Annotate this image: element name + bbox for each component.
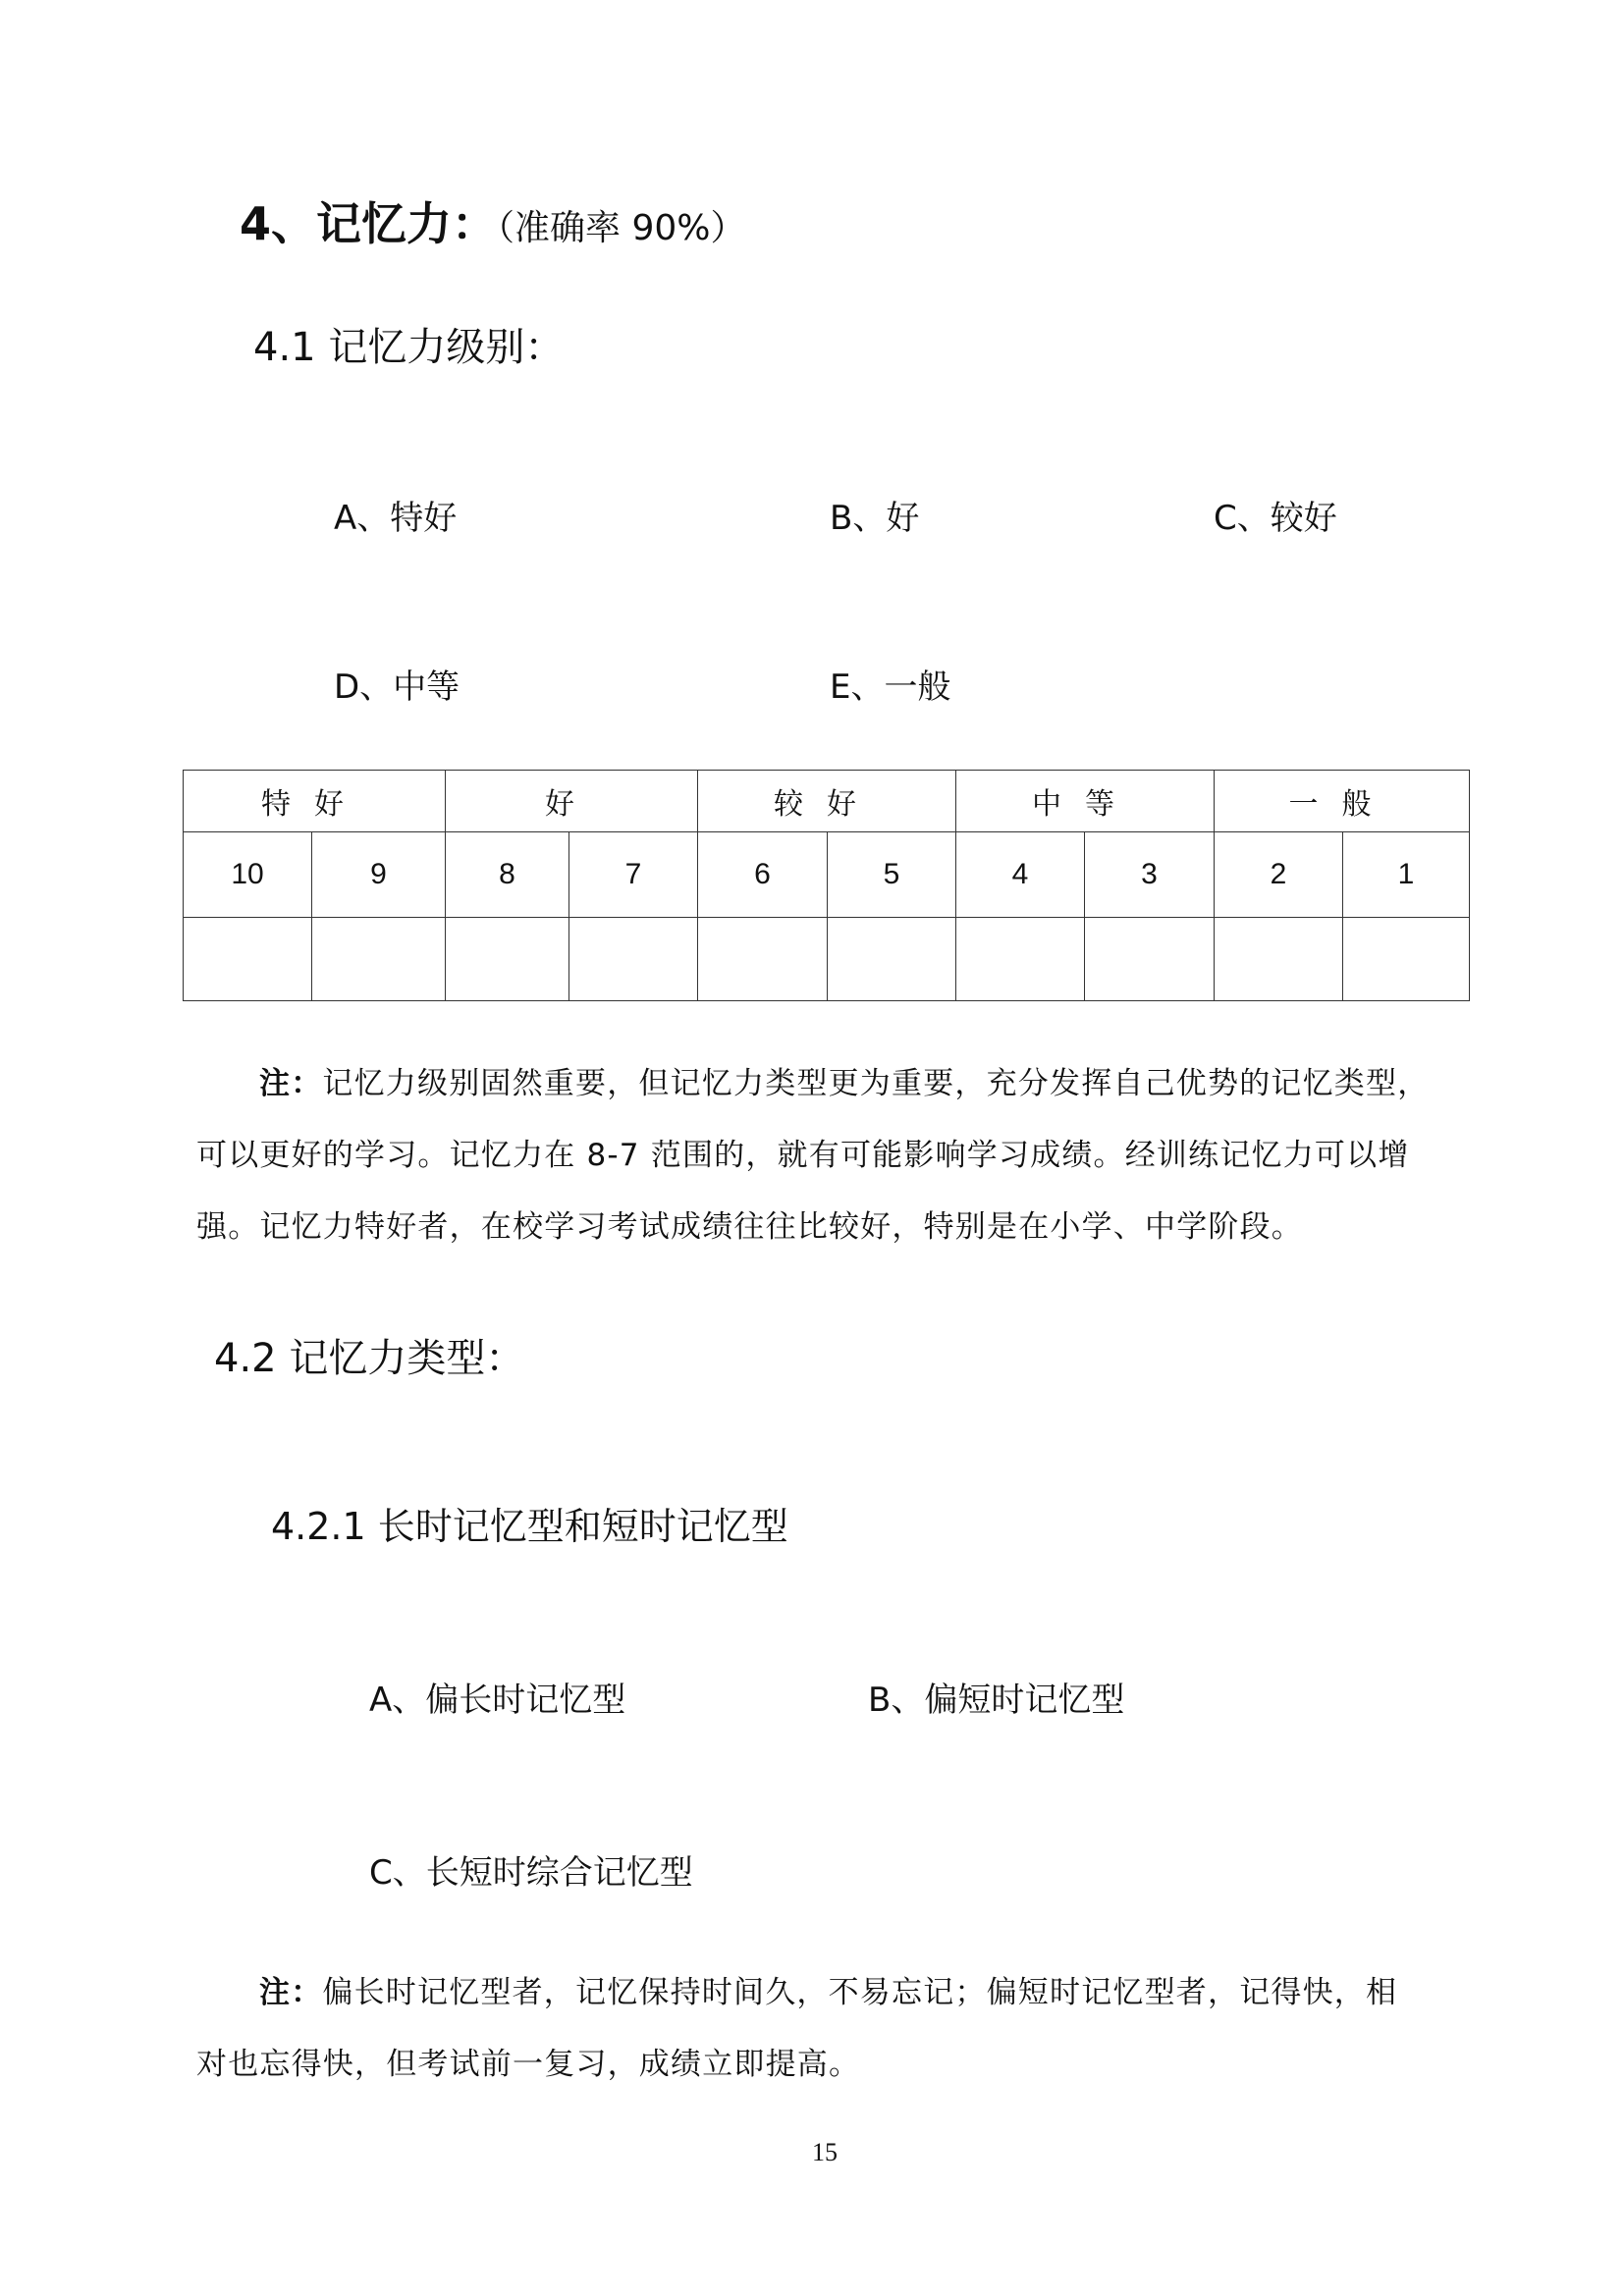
table-score-cell: 3: [1085, 832, 1215, 918]
subsection-heading-4-2: 4.2 记忆力类型：: [214, 1336, 525, 1381]
table-header-cell: 较好: [698, 771, 956, 832]
table-mark-cell: [569, 918, 698, 1001]
table-score-cell: 8: [446, 832, 569, 918]
note-label: 注：: [259, 1975, 323, 2010]
subsection-heading-4-2-1: 4.2.1 长时记忆型和短时记忆型: [271, 1505, 788, 1548]
level-option-b: B、好: [830, 499, 920, 538]
table-mark-cell: [956, 918, 1085, 1001]
table-score-row: [184, 832, 1470, 918]
type-option-b: B、偏短时记忆型: [868, 1681, 1125, 1720]
table-score-cell: 1: [1343, 832, 1470, 918]
table-score-cell: 2: [1215, 832, 1343, 918]
table-mark-cell: [1085, 918, 1215, 1001]
table-score-cell: 9: [312, 832, 446, 918]
table-mark-cell: [698, 918, 828, 1001]
section-heading: [240, 188, 745, 253]
table-mark-cell: [1215, 918, 1343, 1001]
table-mark-cell: [446, 918, 569, 1001]
table-mark-cell: [1343, 918, 1470, 1001]
memory-level-table: [183, 770, 1470, 1001]
table-mark-cell: [312, 918, 446, 1001]
note-text-line: 可以更好的学习。记忆力在 8-7 范围的，就有可能影响学习成绩。经训练记忆力可以增: [196, 1138, 1410, 1173]
note-text-line: 强。记忆力特好者，在校学习考试成绩往往比较好，特别是在小学、中学阶段。: [196, 1209, 1303, 1245]
table-score-cell: 10: [184, 832, 312, 918]
table-score-cell: 6: [698, 832, 828, 918]
table-score-cell: 4: [956, 832, 1085, 918]
subsection-heading-4-1: 4.1 记忆力级别：: [253, 325, 565, 370]
level-option-d: D、中等: [334, 667, 460, 707]
table-header-cell: 一般: [1215, 771, 1470, 832]
page-number: 15: [812, 2138, 838, 2166]
note-memory-type: [196, 1957, 1473, 2101]
table-mark-cell: [184, 918, 312, 1001]
note-memory-level: [196, 1048, 1473, 1263]
table-header-row: [184, 771, 1470, 832]
table-score-cell: 7: [569, 832, 698, 918]
table-header-cell: 特好: [184, 771, 446, 832]
table-header-cell: 中等: [956, 771, 1215, 832]
note-text-line: 对也忘得快，但考试前一复习，成绩立即提高。: [196, 2047, 861, 2082]
type-option-a: A、偏长时记忆型: [369, 1681, 626, 1720]
table-mark-cell: [828, 918, 956, 1001]
table-score-cell: 5: [828, 832, 956, 918]
table-header-cell: 好: [446, 771, 698, 832]
note-text-line: 记忆力级别固然重要，但记忆力类型更为重要，充分发挥自己优势的记忆类型，: [322, 1066, 1430, 1101]
level-option-a: A、特好: [334, 499, 458, 538]
table-mark-row: [184, 918, 1470, 1001]
type-option-c: C、长短时综合记忆型: [369, 1853, 693, 1893]
section-title: 4、记忆力：: [240, 197, 498, 250]
level-option-e: E、一般: [830, 667, 951, 707]
note-label: 注：: [259, 1066, 323, 1101]
note-text-line: 偏长时记忆型者，记忆保持时间久，不易忘记；偏短时记忆型者，记得快，相: [322, 1975, 1398, 2010]
level-option-c: C、较好: [1214, 499, 1337, 538]
section-subtitle: （准确率 90%）: [497, 208, 746, 248]
